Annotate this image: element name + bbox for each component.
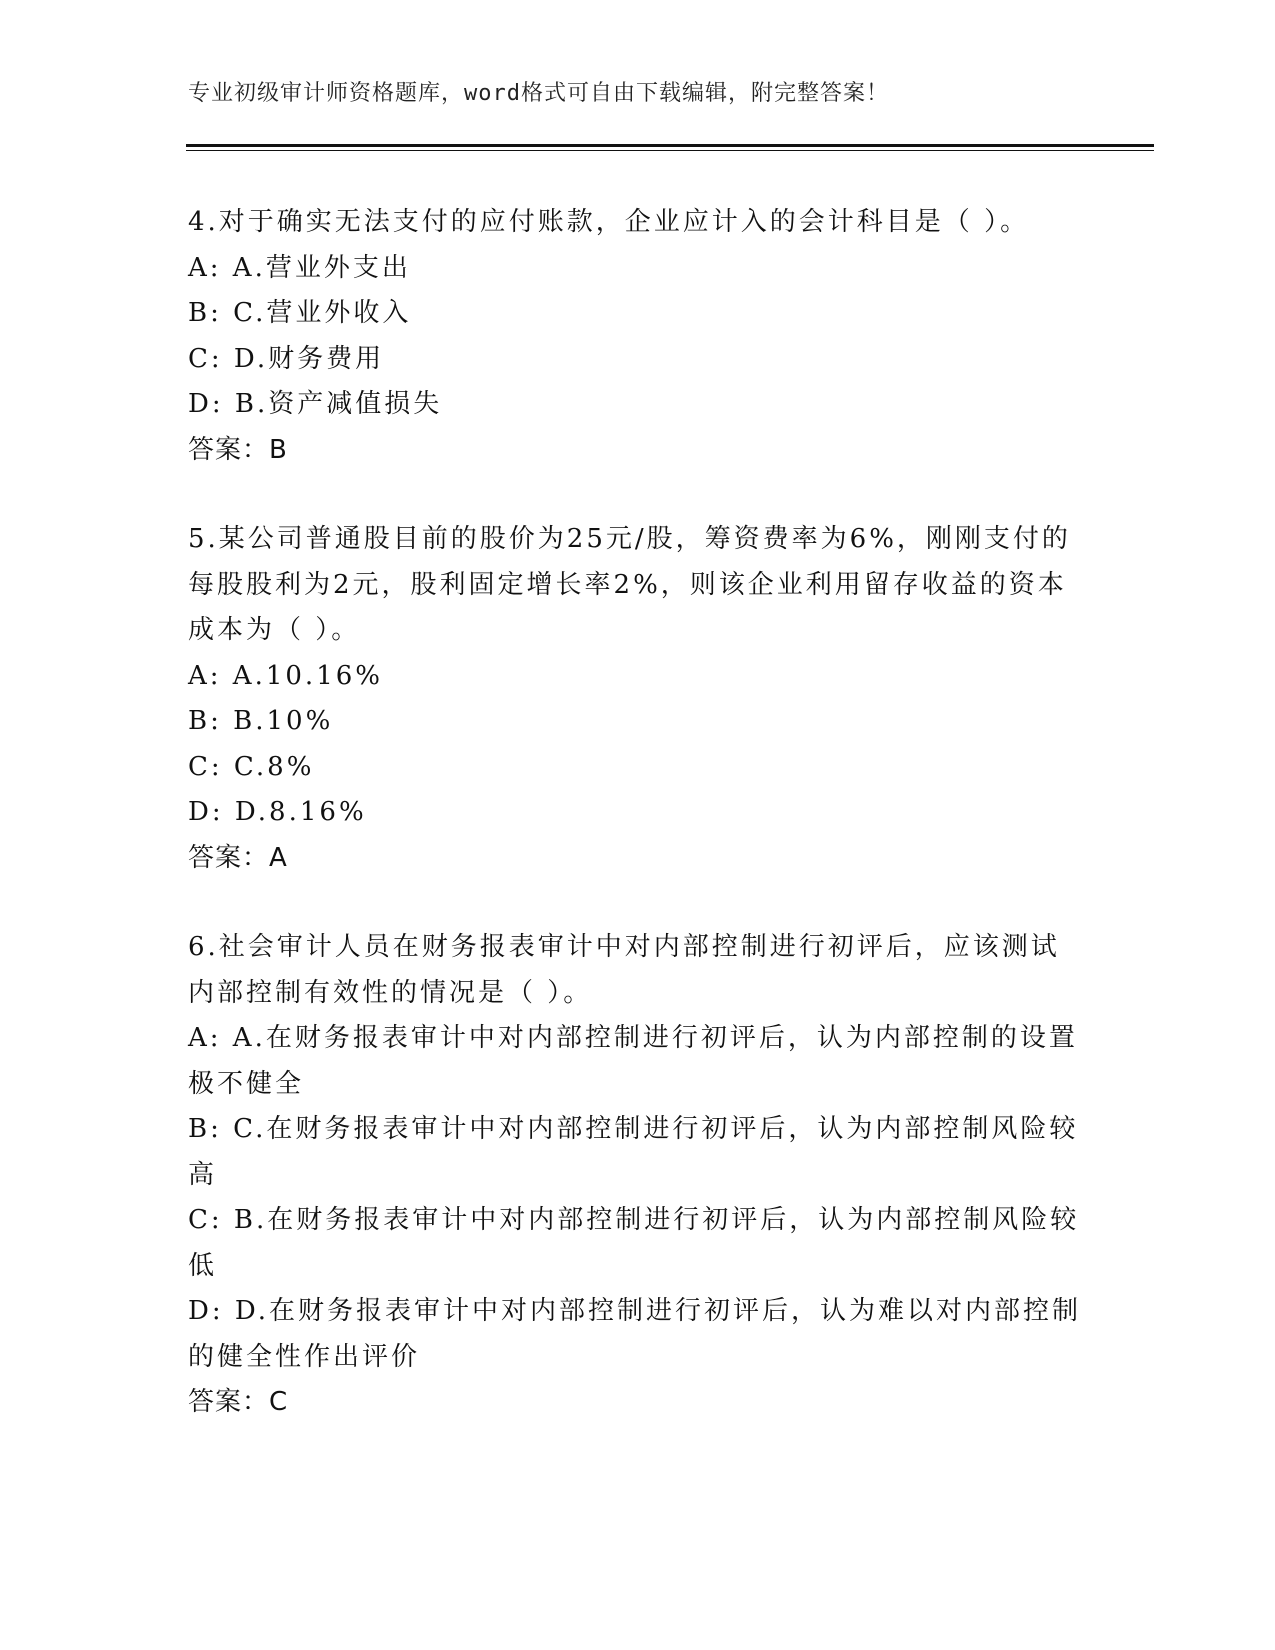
option-c: C: D.财务费用 — [188, 343, 385, 374]
option-b: B: C.营业外收入 — [188, 298, 412, 328]
option-b: B: C.在财务报表审计中对内部控制进行初评后，认为内部控制风险较 — [188, 1114, 1079, 1144]
answer: 答案：B — [188, 434, 288, 465]
question-stem: 5.某公司普通股目前的股价为25元/股，筹资费率为6%，刚刚支付的 — [188, 524, 1071, 554]
question-list — [188, 200, 1088, 1470]
question-stem: 6.社会审计人员在财务报表审计中对内部控制进行初评后，应该测试 — [188, 932, 1060, 962]
header-divider — [186, 144, 1154, 151]
option-c: 低 — [188, 1250, 218, 1281]
option-c: C: C.8% — [188, 751, 315, 782]
option-a: A: A.10.16% — [188, 660, 383, 691]
option-b: B: B.10% — [188, 706, 334, 736]
page-header: 专业初级审计师资格题库，word格式可自由下载编辑，附完整答案！ — [188, 81, 889, 106]
option-a: A: A.营业外支出 — [188, 252, 411, 283]
question-5 — [188, 517, 1088, 881]
option-a: 极不健全 — [188, 1068, 305, 1099]
question-4 — [188, 200, 1088, 473]
option-c: C: B.在财务报表审计中对内部控制进行初评后，认为内部控制风险较 — [188, 1205, 1080, 1235]
option-a: A: A.在财务报表审计中对内部控制进行初评后，认为内部控制的设置 — [188, 1023, 1078, 1053]
option-d: D: B.资产减值损失 — [188, 389, 443, 419]
question-stem: 4.对于确实无法支付的应付账款，企业应计入的会计科目是（ ）。 — [188, 207, 1030, 237]
question-stem: 成本为（ ）。 — [188, 615, 361, 645]
option-d: 的健全性作出评价 — [188, 1341, 421, 1372]
option-d: D: D.8.16% — [188, 797, 367, 827]
answer: 答案：A — [188, 842, 288, 873]
answer: 答案：C — [188, 1387, 289, 1417]
question-stem: 每股股利为2元，股利固定增长率2%，则该企业利用留存收益的资本 — [188, 569, 1067, 600]
question-6 — [188, 925, 1088, 1426]
option-b: 高 — [188, 1159, 218, 1190]
question-stem: 内部控制有效性的情况是（ ）。 — [188, 977, 593, 1008]
option-d: D: D.在财务报表审计中对内部控制进行初评后，认为难以对内部控制 — [188, 1296, 1082, 1326]
